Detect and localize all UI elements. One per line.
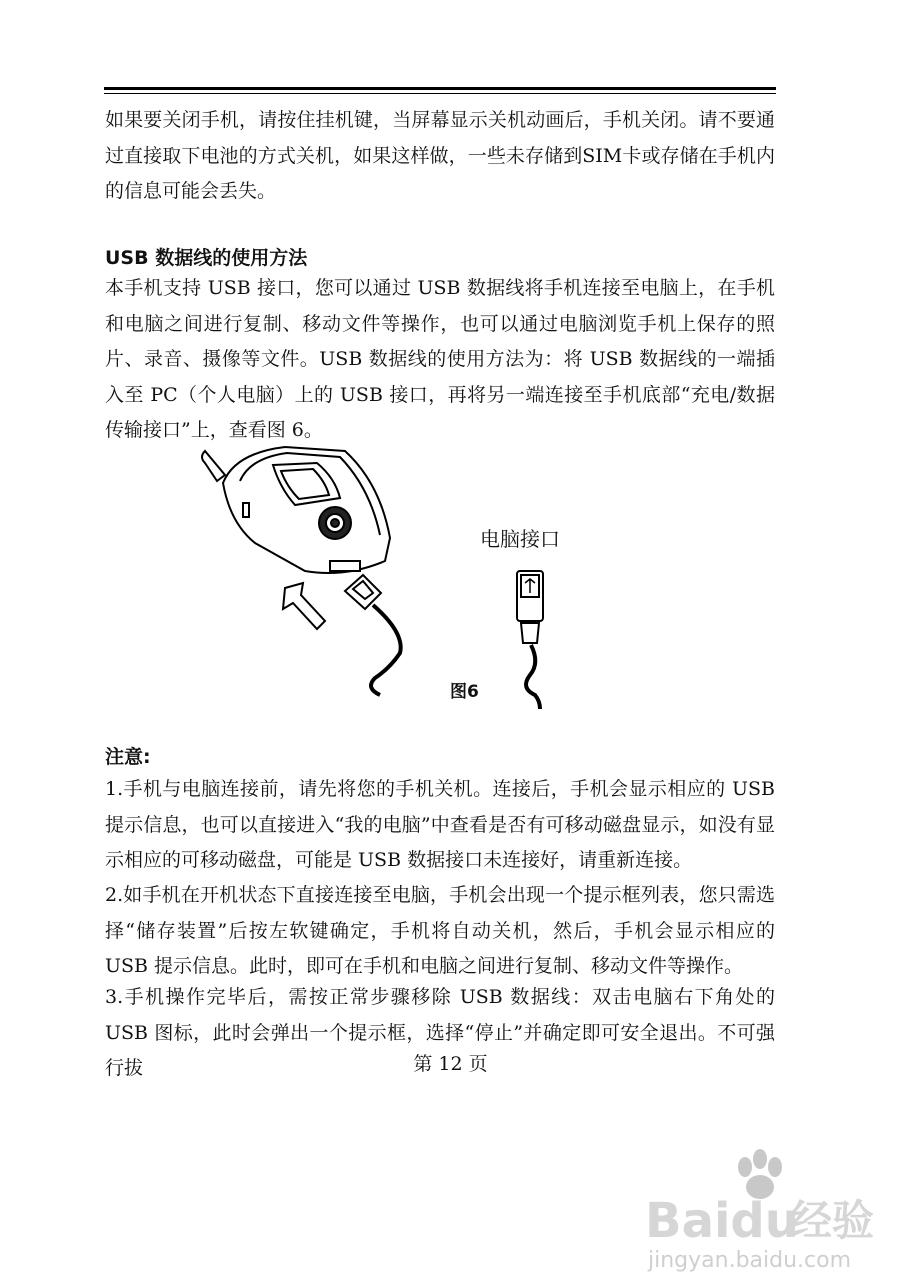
header-rule-thick xyxy=(104,87,776,90)
paw-icon xyxy=(738,1149,782,1199)
usb-mini-plug-illustration xyxy=(345,575,401,695)
note-item-1: 1.手机与电脑连接前，请先将您的手机关机。连接后，手机会显示相应的 USB 提示信息，也可以直接进入“我的电脑”中查看是否有可移动磁盘显示，如没有显示相应的可移动磁盘，可能是 USB 数据接口未连接好，请重新连接。 xyxy=(105,778,775,871)
note-item-2: 2.如手机在开机状态下直接连接至电脑，手机会出现一个提示框列表，您只需选择“储存装置”后按左软键确定，手机将自动关机，然后，手机会显示相应的 USB 提示信息。此时，即可在手机和电脑之间进行复制、移动文件等操作。 xyxy=(105,884,775,977)
usb-a-plug-illustration xyxy=(517,571,543,709)
usb-section-body: 本手机支持 USB 接口，您可以通过 USB 数据线将手机连接至电脑上，在手机和电脑之间进行复制、移动文件等操作，也可以通过电脑浏览手机上保存的照片、录音、摄像等文件。USB 数据线的使用方法为：将 USB 数据线的一端插入至 PC（个人电脑）上的 USB 接口，再将另一端连接至手机底部“充电/数据传输接口”上，查看图 6。 xyxy=(105,277,775,441)
figure-6-illustration xyxy=(195,443,615,713)
watermark-brand: Baidu xyxy=(645,1193,799,1249)
flip-phone-illustration xyxy=(202,447,390,573)
baidu-jingyan-watermark xyxy=(640,1145,900,1275)
intro-paragraph: 如果要关闭手机，请按住挂机键，当屏幕显示关机动画后，手机关闭。请不要通过直接取下电池的方式关机，如果这样做，一些未存储到SIM卡或存储在手机内的信息可能会丢失。 xyxy=(105,109,775,202)
watermark-url: jingyan.baidu.com xyxy=(648,1248,852,1273)
note-item-3: 3.手机操作完毕后，需按正常步骤移除 USB 数据线：双击电脑右下角处的 USB 图标，此时会弹出一个提示框，选择“停止”并确定即可安全退出。不可强行拔 xyxy=(105,986,775,1079)
notes-heading: 注意: xyxy=(105,746,151,768)
page-number: 第 12 页 xyxy=(413,1053,488,1075)
usb-section-heading: USB 数据线的使用方法 xyxy=(105,247,308,269)
header-rule-thin xyxy=(104,93,776,94)
insert-arrow-icon xyxy=(283,583,325,629)
watermark-brand-cn: 经验 xyxy=(790,1196,875,1245)
pc-port-label: 电脑接口 xyxy=(480,527,560,551)
figure-caption: 图6 xyxy=(450,682,479,702)
